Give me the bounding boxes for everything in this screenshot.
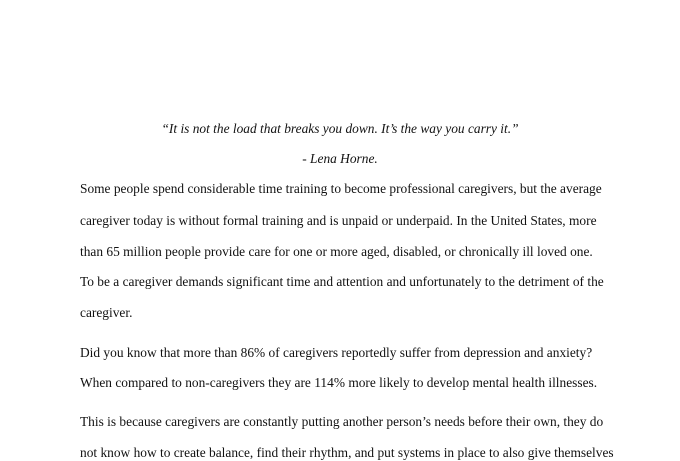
quote-author: - Lena Horne. (302, 151, 378, 166)
paragraph-line: Some people spend considerable time training to become professional caregivers, but the average (80, 181, 602, 196)
quote-text: “It is not the load that breaks you down. It’s the way you carry it.” (161, 121, 519, 136)
paragraph-line: caregiver today is without formal training and is unpaid or underpaid. In the United States, more (80, 213, 597, 228)
paragraph-line: not know how to create balance, find their rhythm, and put systems in place to also give themselves (80, 445, 614, 460)
paragraph-line: than 65 million people provide care for one or more aged, disabled, or chronically ill loved one. (80, 244, 593, 259)
paragraph-line: To be a caregiver demands significant time and attention and unfortunately to the detriment of the (80, 274, 604, 289)
paragraph-line: This is because caregivers are constantly putting another person’s needs before their own, they do (80, 414, 604, 429)
paragraph-line: caregiver. (80, 305, 133, 320)
paragraph-line: When compared to non-caregivers they are 114% more likely to develop mental health illnesses. (80, 375, 598, 390)
paragraph-line: Did you know that more than 86% of caregivers reportedly suffer from depression and anxiety? (80, 345, 593, 360)
